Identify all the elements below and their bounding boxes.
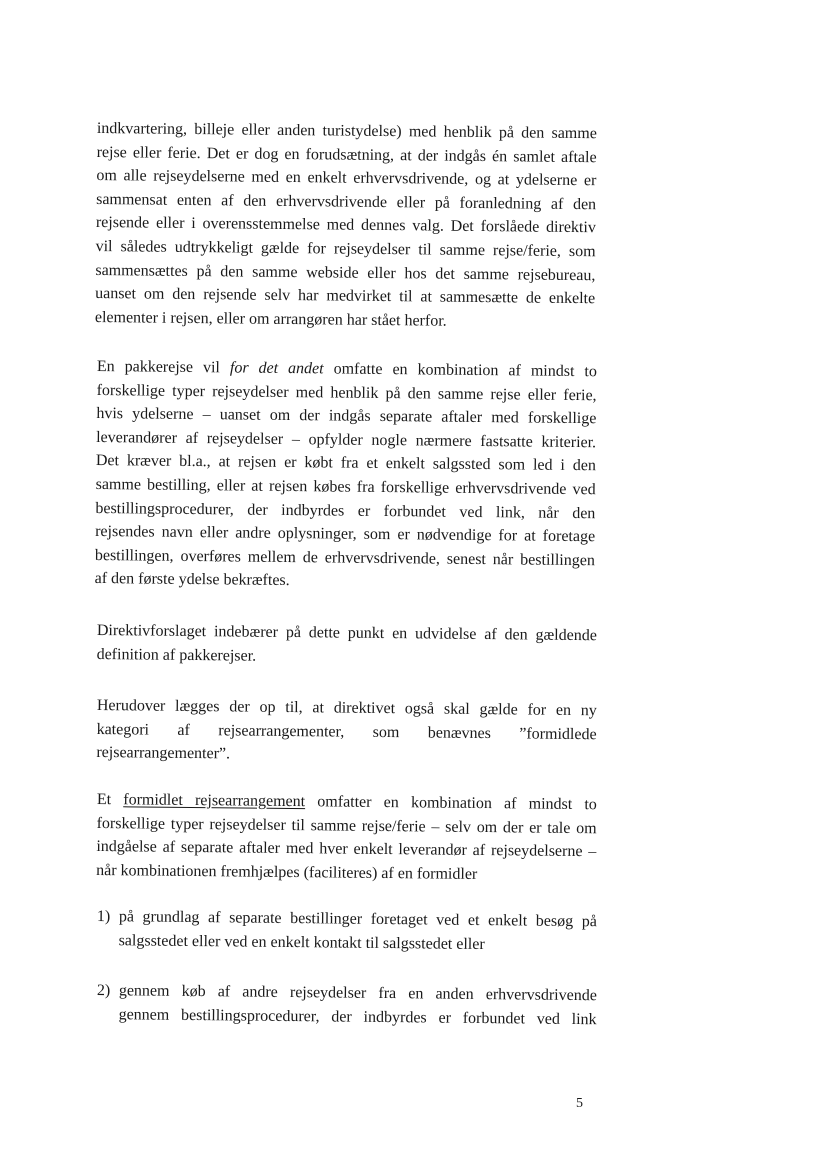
text-line: bestillingen, overføres mellem de erhvervsdrivende, senest når bestillingen xyxy=(94,546,595,569)
text-run: Et xyxy=(96,790,124,809)
text-line: gennem køb af andre rejseydelser fra en anden erhvervsdrivende xyxy=(118,982,597,1005)
paragraph-4 xyxy=(96,694,597,770)
text-line: Herudover lægges der op til, at direktivet også skal gælde for en ny xyxy=(96,696,597,720)
text-line: når kombinationen fremhjælpes (faciliteres) af en formidler xyxy=(96,861,478,883)
text-run: omfatter en kombination af mindst to xyxy=(305,793,597,814)
text-line: indkvartering, billeje eller anden turistydelse) med henblik på den samme xyxy=(96,119,597,143)
text-line: sammensat enten af den erhvervsdrivende eller på foranledning af den xyxy=(96,190,597,214)
paragraph-5 xyxy=(96,788,597,888)
text-line: elementer i rejsen, eller om arrangøren har stået herfor. xyxy=(94,308,447,330)
text-line: forskellige typer rejseydelser til samme rejse/ferie – selv om der er tale om xyxy=(96,814,597,837)
text-line: uanset om den rejsende selv har medvirket til at sammesætte de enkelte xyxy=(95,285,596,308)
text-line: hvis ydelserne – uanset om der indgås separate aftaler med forskellige xyxy=(96,405,597,428)
text-line: salgsstedet eller ved en enkelt kontakt til salgsstedet eller xyxy=(118,931,485,953)
list-item-text xyxy=(119,979,597,1031)
text-line: rejsendes navn eller andre oplysninger, som er nødvendige for at foretage xyxy=(95,523,596,546)
text-line: leverandører af rejseydelser – opfylder nogle nærmere fastsatte kriterier. xyxy=(96,428,597,452)
text-line: samme bestilling, eller at rejsen købes fra forskellige erhvervsdrivende ved xyxy=(95,475,596,499)
text-line: Direktivforslaget indebærer på dette punkt en udvidelse af den gældende xyxy=(96,621,597,645)
text-line: bestillingsprocedurer, der indbyrdes er forbundet ved link, når den xyxy=(95,499,596,522)
list-item xyxy=(97,905,597,957)
list-marker: 2) xyxy=(96,981,111,1000)
text-line: kategori af rejsearrangementer, som benævnes ”formidlede xyxy=(96,720,597,743)
text-line: definition af pakkerejser. xyxy=(96,645,257,665)
text-line: rejsende eller i overensstemmelse med dennes valg. Det forslåede direktiv xyxy=(95,214,596,237)
page-number: 5 xyxy=(576,1096,583,1111)
text-line: indgåelse af separate aftaler med hver enkelt leverandør af rejseydelserne – xyxy=(96,838,597,861)
text-line: gennem bestillingsprocedurer, der indbyrdes er forbundet ved link xyxy=(118,1005,597,1028)
paragraph-2 xyxy=(95,355,597,596)
list-marker: 1) xyxy=(96,907,111,926)
text-line: rejsearrangementer”. xyxy=(96,744,231,763)
text-run: omfatte en kombination af mindst to xyxy=(323,360,597,381)
list-item-text xyxy=(119,905,597,957)
text-line: rejse eller ferie. Det er dog en forudsætning, at der indgås én samlet aftale xyxy=(96,143,597,166)
text-line: på grundlag af separate bestillinger foretaget ved et enkelt besøg på xyxy=(118,908,597,931)
text-line: sammensættes på den samme webside eller hos det samme rejsebureau, xyxy=(95,261,596,284)
list-item xyxy=(97,979,597,1031)
italic-phrase: for det andet xyxy=(229,359,324,378)
text-line: forskellige typer rejseydelser med henblik på den samme rejse eller ferie, xyxy=(96,381,597,404)
text-run: En pakkerejse vil xyxy=(96,357,231,377)
paragraph-1 xyxy=(95,117,597,335)
paragraph-3 xyxy=(97,619,597,671)
text-line: af den første ydelse bekræftes. xyxy=(94,570,290,590)
text-line: Det kræver bl.a., at rejsen er købt fra et enkelt salgssted som led i den xyxy=(95,452,596,475)
text-line: vil således udtrykkeligt gælde for rejseydelser til samme rejse/ferie, som xyxy=(95,237,596,261)
text-line: om alle rejseydelserne med en enkelt erhvervsdrivende, og at ydelserne er xyxy=(96,167,597,190)
underlined-term: formidlet rejsearrangement xyxy=(123,791,306,811)
